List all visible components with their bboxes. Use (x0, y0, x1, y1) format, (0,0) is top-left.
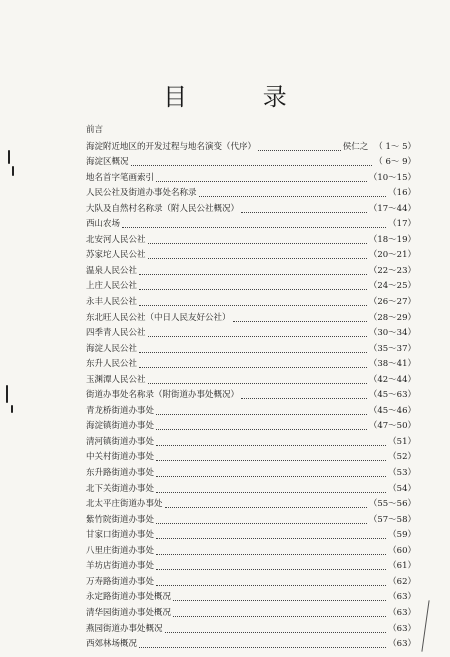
toc-entry-title: 西山农场 (86, 219, 121, 230)
toc-entry (86, 557, 416, 573)
toc-entry (86, 277, 416, 293)
toc-entry (86, 324, 416, 340)
toc-entry-page: （57～58） (368, 514, 416, 525)
toc-list (86, 137, 416, 650)
table-of-contents (86, 124, 416, 650)
dot-leader (156, 459, 386, 461)
toc-entry (86, 417, 416, 433)
toc-entry (86, 355, 416, 371)
toc-entry-page: （52） (388, 452, 416, 463)
toc-entry (86, 386, 416, 402)
toc-entry-title: 永丰人民公社 (86, 297, 138, 308)
toc-entry (86, 603, 416, 619)
toc-entry-title: 东北旺人民公社（中日人民友好公社） (86, 312, 231, 323)
toc-entry-page: （42～44） (368, 374, 416, 385)
toc-entry-title: 北太平庄街道办事处 (86, 499, 163, 510)
dot-leader (139, 273, 367, 275)
toc-entry-title: 清河镇街道办事处 (86, 436, 155, 447)
toc-entry-page: （51） (388, 436, 416, 447)
dot-leader (173, 615, 386, 617)
dot-leader (139, 351, 367, 353)
dot-leader (131, 164, 373, 166)
toc-entry-page: （18～19） (368, 234, 416, 245)
toc-entry-page: （26～27） (368, 297, 416, 308)
dot-leader (156, 553, 386, 555)
scan-mark (421, 600, 429, 652)
toc-entry-title: 燕园街道办事处概况 (86, 623, 163, 634)
toc-entry-title: 温泉人民公社 (86, 265, 138, 276)
toc-entry (86, 370, 416, 386)
toc-entry-page: （53） (388, 468, 416, 479)
dot-leader (148, 242, 367, 244)
toc-entry-title: 街道办事处名称录（附街道办事处概况） (86, 390, 240, 401)
toc-entry (86, 432, 416, 448)
toc-entry-page: （55～56） (368, 499, 416, 510)
toc-entry-title: 海淀人民公社 (86, 343, 138, 354)
toc-entry (86, 619, 416, 635)
toc-entry-page: （30～34） (368, 328, 416, 339)
toc-entry-page: （ 1～ 5） (374, 141, 416, 152)
toc-entry-title: 人民公社及街道办事处名称录 (86, 188, 197, 199)
toc-entry-title: 东升人民公社 (86, 359, 138, 370)
toc-entry (86, 153, 416, 169)
dot-leader (156, 475, 386, 477)
page-title: 目 录 (163, 83, 321, 111)
toc-entry (86, 448, 416, 464)
dot-leader (156, 444, 386, 446)
toc-entry (86, 339, 416, 355)
dot-leader (173, 599, 386, 601)
toc-entry (86, 510, 416, 526)
scan-mark (11, 405, 13, 413)
toc-entry (86, 479, 416, 495)
toc-entry (86, 137, 416, 153)
toc-entry (86, 495, 416, 511)
toc-entry-title: 八里庄街道办事处 (86, 545, 155, 556)
toc-entry-title: 青龙桥街道办事处 (86, 405, 155, 416)
dot-leader (148, 257, 367, 259)
dot-leader (122, 226, 386, 228)
toc-entry-page: （17～44） (368, 203, 416, 214)
dot-leader (156, 584, 386, 586)
toc-entry-title: 苏家坨人民公社 (86, 250, 146, 261)
dot-leader (156, 568, 386, 570)
toc-entry (86, 588, 416, 604)
toc-entry-author: 侯仁之 (342, 141, 369, 152)
toc-entry (86, 215, 416, 231)
toc-entry (86, 308, 416, 324)
toc-entry-title: 紫竹院街道办事处 (86, 514, 155, 525)
toc-entry-title: 羊坊店街道办事处 (86, 561, 155, 572)
dot-leader (258, 149, 341, 151)
toc-entry (86, 292, 416, 308)
dot-leader (156, 522, 367, 524)
toc-entry-page: （47～50） (368, 421, 416, 432)
dot-leader (148, 335, 367, 337)
toc-entry-page: （63） (388, 623, 416, 634)
dot-leader (156, 180, 367, 182)
toc-entry-title: 甘家口街道办事处 (86, 530, 155, 541)
toc-entry-page: （20～21） (368, 250, 416, 261)
toc-entry (86, 199, 416, 215)
dot-leader (156, 491, 386, 493)
toc-entry-title: 中关村街道办事处 (86, 452, 155, 463)
toc-entry-title: 海淀镇街道办事处 (86, 421, 155, 432)
toc-entry-title: 海淀附近地区的开发过程与地名演变（代序） (86, 141, 257, 152)
dot-leader (165, 506, 367, 508)
dot-leader (241, 211, 367, 213)
toc-entry-title: 四季青人民公社 (86, 328, 146, 339)
toc-entry-page: （59） (388, 530, 416, 541)
toc-entry-page: （62） (388, 576, 416, 587)
toc-entry (86, 246, 416, 262)
dot-leader (139, 304, 367, 306)
dot-leader (165, 631, 387, 633)
toc-entry-page: （45～46） (368, 405, 416, 416)
toc-entry-page: （60） (388, 545, 416, 556)
toc-entry-title: 北安河人民公社 (86, 234, 146, 245)
toc-entry-title: 永定路街道办事处概况 (86, 592, 172, 603)
dot-leader (241, 397, 367, 399)
toc-entry-page: （45～63） (368, 390, 416, 401)
dot-leader (156, 413, 367, 415)
toc-entry (86, 168, 416, 184)
toc-entry-title: 东升路街道办事处 (86, 468, 155, 479)
toc-entry-title: 北下关街道办事处 (86, 483, 155, 494)
dot-leader (199, 195, 387, 197)
scan-mark (12, 166, 14, 176)
toc-heading-preface: 前言 (86, 125, 104, 135)
toc-entry-page: （54） (388, 483, 416, 494)
toc-entry-page: （16） (388, 188, 416, 199)
toc-entry-page: （24～25） (368, 281, 416, 292)
toc-entry-page: （61） (388, 561, 416, 572)
toc-entry-page: （10～15） (368, 172, 416, 183)
dot-leader (139, 366, 367, 368)
toc-entry-page: （38～41） (368, 359, 416, 370)
toc-entry (86, 261, 416, 277)
toc-entry-title: 清华园街道办事处概况 (86, 607, 172, 618)
toc-entry-page: （63） (388, 592, 416, 603)
toc-entry-page: （28～29） (368, 312, 416, 323)
toc-entry-title: 西郊林场概况 (86, 639, 138, 650)
dot-leader (156, 537, 386, 539)
toc-entry (86, 635, 416, 651)
dot-leader (233, 320, 367, 322)
toc-entry (86, 572, 416, 588)
toc-entry-page: （35～37） (368, 343, 416, 354)
toc-entry-page: （63） (388, 607, 416, 618)
toc-entry (86, 463, 416, 479)
toc-entry (86, 230, 416, 246)
toc-entry-title: 上庄人民公社 (86, 281, 138, 292)
scan-mark (8, 150, 10, 164)
toc-entry-page: （63） (388, 639, 416, 650)
toc-entry (86, 541, 416, 557)
scan-mark (6, 385, 8, 403)
toc-entry-title: 万寿路街道办事处 (86, 576, 155, 587)
toc-entry-title: 海淀区概况 (86, 157, 129, 168)
dot-leader (139, 646, 386, 648)
toc-entry-page: （17） (388, 219, 416, 230)
dot-leader (156, 428, 367, 430)
toc-entry-title: 玉渊潭人民公社 (86, 374, 146, 385)
toc-entry (86, 526, 416, 542)
toc-entry-title: 大队及自然村名称录（附人民公社概况） (86, 203, 240, 214)
toc-entry (86, 401, 416, 417)
toc-entry-page: （22～23） (368, 265, 416, 276)
toc-entry-title: 地名首字笔画索引 (86, 172, 155, 183)
toc-entry (86, 184, 416, 200)
dot-leader (148, 382, 367, 384)
dot-leader (139, 288, 367, 290)
toc-entry-page: （ 6～ 9） (374, 157, 416, 168)
